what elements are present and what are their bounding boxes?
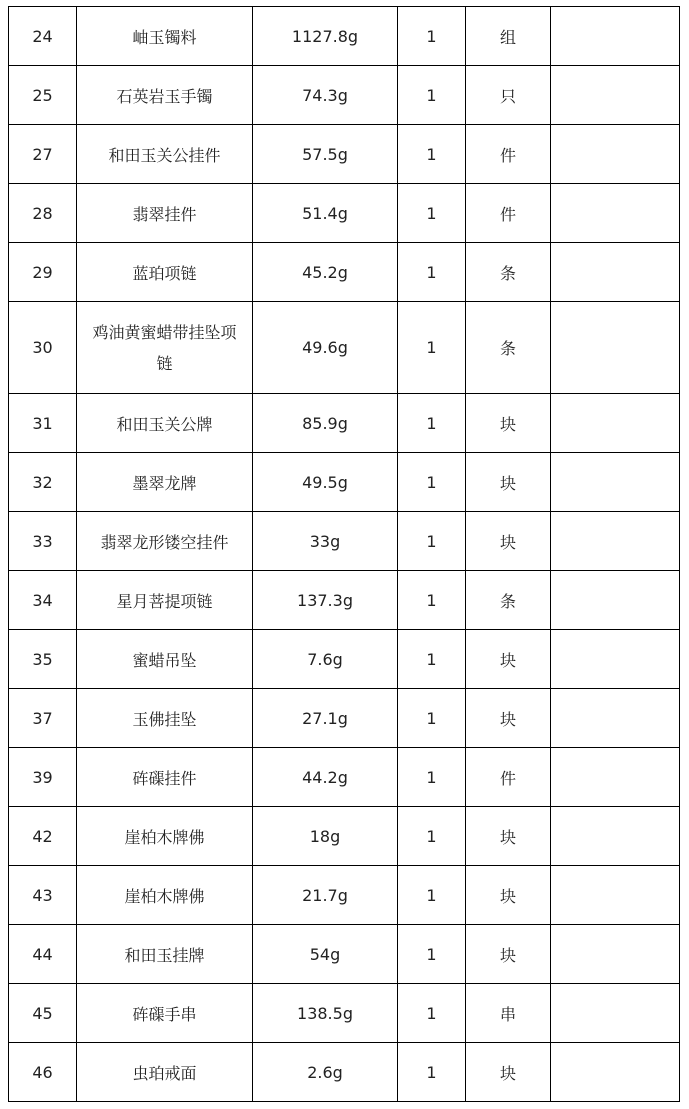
item-quantity: 1 [398,571,466,630]
item-name: 砗磲手串 [77,984,253,1043]
item-note [551,7,680,66]
item-name: 星月菩提项链 [77,571,253,630]
item-unit: 块 [466,394,551,453]
item-number: 33 [9,512,77,571]
item-weight: 74.3g [253,66,398,125]
item-weight: 138.5g [253,984,398,1043]
item-name: 翡翠龙形镂空挂件 [77,512,253,571]
item-unit: 件 [466,184,551,243]
item-number: 46 [9,1043,77,1102]
item-number: 28 [9,184,77,243]
item-name: 翡翠挂件 [77,184,253,243]
item-name: 蜜蜡吊坠 [77,630,253,689]
item-unit: 条 [466,243,551,302]
item-number: 27 [9,125,77,184]
item-weight: 49.5g [253,453,398,512]
item-number: 37 [9,689,77,748]
item-note [551,807,680,866]
item-number: 45 [9,984,77,1043]
item-quantity: 1 [398,925,466,984]
item-number: 24 [9,7,77,66]
item-quantity: 1 [398,866,466,925]
table-row [9,125,680,184]
item-note [551,925,680,984]
item-quantity: 1 [398,453,466,512]
item-weight: 27.1g [253,689,398,748]
item-number: 34 [9,571,77,630]
item-quantity: 1 [398,125,466,184]
item-unit: 块 [466,866,551,925]
item-quantity: 1 [398,689,466,748]
item-name: 玉佛挂坠 [77,689,253,748]
item-note [551,184,680,243]
item-name: 虫珀戒面 [77,1043,253,1102]
item-unit: 块 [466,512,551,571]
item-unit: 块 [466,453,551,512]
item-unit: 件 [466,748,551,807]
item-number: 44 [9,925,77,984]
item-weight: 1127.8g [253,7,398,66]
table-row [9,453,680,512]
table-row [9,866,680,925]
table-row [9,302,680,394]
item-name: 蓝珀项链 [77,243,253,302]
item-note [551,630,680,689]
table-row [9,807,680,866]
table-row [9,512,680,571]
item-quantity: 1 [398,807,466,866]
item-weight: 7.6g [253,630,398,689]
item-number: 25 [9,66,77,125]
items-table [8,6,680,1102]
item-note [551,453,680,512]
item-weight: 85.9g [253,394,398,453]
table-row [9,984,680,1043]
item-weight: 51.4g [253,184,398,243]
item-note [551,243,680,302]
table-row [9,243,680,302]
item-unit: 块 [466,925,551,984]
table-row [9,748,680,807]
item-weight: 2.6g [253,1043,398,1102]
item-quantity: 1 [398,7,466,66]
table-row [9,630,680,689]
item-weight: 54g [253,925,398,984]
item-unit: 块 [466,630,551,689]
item-unit: 组 [466,7,551,66]
item-quantity: 1 [398,630,466,689]
item-weight: 137.3g [253,571,398,630]
item-note [551,394,680,453]
item-weight: 18g [253,807,398,866]
table-row [9,394,680,453]
item-weight: 45.2g [253,243,398,302]
item-unit: 块 [466,689,551,748]
item-name: 和田玉关公挂件 [77,125,253,184]
item-weight: 49.6g [253,302,398,394]
item-name: 鸡油黄蜜蜡带挂坠项链 [77,302,253,394]
table-row [9,1043,680,1102]
item-quantity: 1 [398,184,466,243]
item-note [551,302,680,394]
item-note [551,571,680,630]
item-quantity: 1 [398,1043,466,1102]
table-row [9,689,680,748]
table-row [9,571,680,630]
item-name: 和田玉关公牌 [77,394,253,453]
item-number: 29 [9,243,77,302]
item-note [551,748,680,807]
table-row [9,925,680,984]
table-row [9,184,680,243]
item-name: 岫玉镯料 [77,7,253,66]
items-table-body [9,7,680,1102]
item-note [551,689,680,748]
item-unit: 块 [466,807,551,866]
item-name: 崖柏木牌佛 [77,807,253,866]
item-unit: 条 [466,302,551,394]
table-row [9,7,680,66]
item-note [551,1043,680,1102]
item-name: 砗磲挂件 [77,748,253,807]
item-unit: 串 [466,984,551,1043]
item-weight: 33g [253,512,398,571]
item-name: 石英岩玉手镯 [77,66,253,125]
item-name: 和田玉挂牌 [77,925,253,984]
item-quantity: 1 [398,748,466,807]
item-weight: 21.7g [253,866,398,925]
item-number: 43 [9,866,77,925]
item-quantity: 1 [398,243,466,302]
item-number: 39 [9,748,77,807]
item-number: 31 [9,394,77,453]
item-unit: 只 [466,66,551,125]
table-row [9,66,680,125]
item-note [551,866,680,925]
item-note [551,512,680,571]
item-quantity: 1 [398,512,466,571]
item-weight: 44.2g [253,748,398,807]
item-quantity: 1 [398,984,466,1043]
item-quantity: 1 [398,302,466,394]
item-unit: 条 [466,571,551,630]
item-unit: 件 [466,125,551,184]
item-number: 42 [9,807,77,866]
item-name: 墨翠龙牌 [77,453,253,512]
item-note [551,125,680,184]
item-quantity: 1 [398,66,466,125]
item-note [551,66,680,125]
item-note [551,984,680,1043]
item-weight: 57.5g [253,125,398,184]
item-name: 崖柏木牌佛 [77,866,253,925]
item-quantity: 1 [398,394,466,453]
item-unit: 块 [466,1043,551,1102]
item-number: 30 [9,302,77,394]
item-number: 32 [9,453,77,512]
item-number: 35 [9,630,77,689]
